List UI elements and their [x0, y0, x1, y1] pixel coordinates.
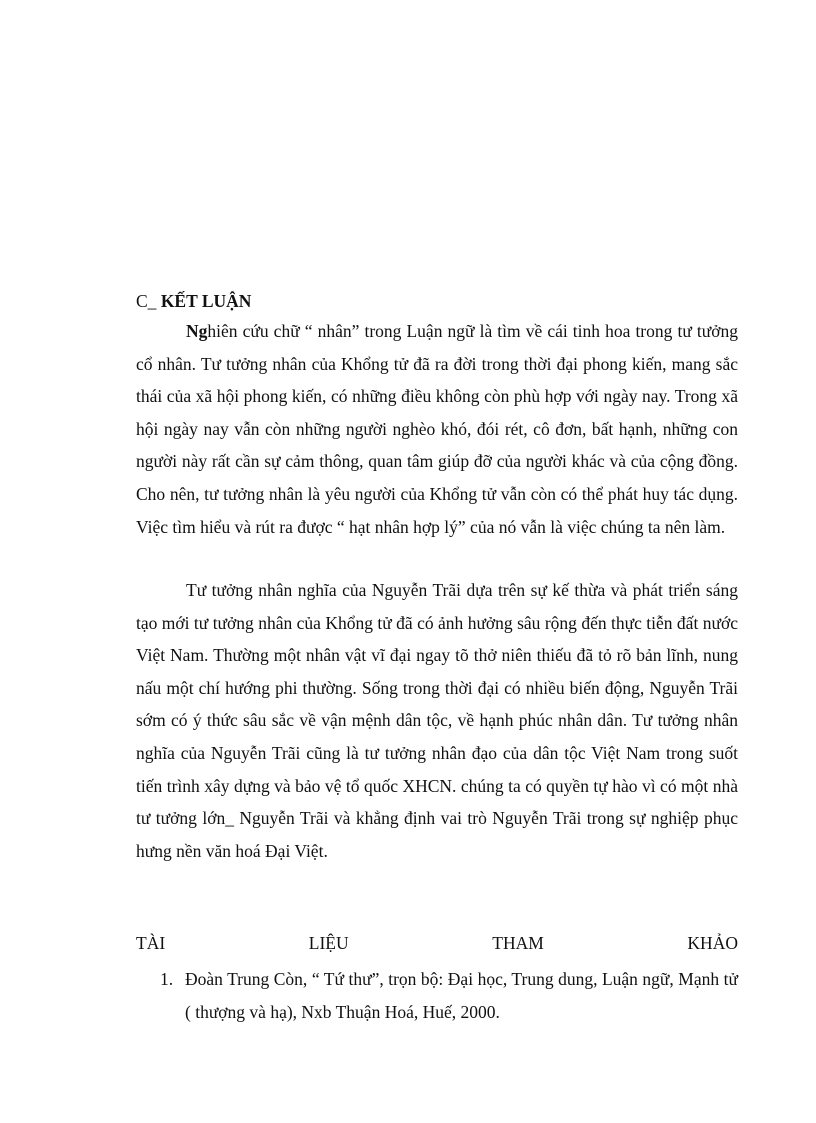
references-heading-word: KHẢO	[687, 933, 738, 953]
paragraph-text: hiên cứu chữ “ nhân” trong Luận ngữ là tìm về cái tinh hoa trong tư tưởng cổ nhân. Tư tưởng nhân của Khổng tử đã ra đời trong thời đại phong kiến, mang sắc thái của xã hội phong kiến, có những điều không còn phù hợp với ngày nay. Trong xã hội ngày nay vẫn còn những người nghèo khó, đói rét, cô đơn, bất hạnh, những con người này rất cần sự cảm thông, quan tâm giúp đỡ của người khác và của cộng đồng. Cho nên, tư tưởng nhân là yêu người của Khổng tử vẫn còn có thể phát huy tác dụng. Việc tìm hiểu và rút ra được “ hạt nhân hợp lý” của nó vẫn là việc chúng ta nên làm.	[136, 321, 738, 537]
references-heading-word: TÀI	[136, 933, 166, 953]
paragraph-conclusion-2	[136, 574, 738, 867]
paragraph-text: Tư tưởng nhân nghĩa của Nguyễn Trãi dựa trên sự kế thừa và phát triển sáng tạo mới tư tưởng nhân của Khổng tử đã có ảnh hưởng sâu rộng đến thực tiễn đất nước Việt Nam. Thường một nhân vật vĩ đại ngay tõ thở niên thiếu đã tỏ rõ bản lĩnh, nung nấu một chí hướng phi thường. Sống trong thời đại có nhiều biến động, Nguyễn Trãi sớm có ý thức sâu sắc về vận mệnh dân tộc, về hạnh phúc nhân dân. Tư tưởng nhân nghĩa của Nguyễn Trãi cũng là tư tưởng nhân đạo của dân tộc Việt Nam trong suốt tiến trình xây dựng và bảo vệ tổ quốc XHCN. chúng ta có quyền tự hào vì có một nhà tư tưởng lớn_ Nguyễn Trãi và khẳng định vai trò Nguyễn Trãi trong sự nghiệp phục hưng nền văn hoá Đại Việt.	[136, 580, 738, 861]
paragraph-lead-bold: Ng	[186, 321, 208, 341]
paragraph-conclusion-1	[136, 315, 738, 543]
references-heading-word: LIỆU	[308, 933, 349, 953]
section-heading	[136, 289, 251, 313]
references-heading-word: THAM	[492, 933, 544, 953]
reference-text: Đoàn Trung Còn, “ Tứ thư”, trọn bộ: Đại học, Trung dung, Luận ngữ, Mạnh tử ( thượng và hạ), Nxb Thuận Hoá, Huế, 2000.	[185, 969, 738, 1022]
section-prefix: C_	[136, 291, 161, 311]
reference-item	[160, 963, 738, 1028]
reference-number: 1.	[160, 969, 174, 989]
references-heading	[136, 930, 738, 956]
section-title: KẾT LUẬN	[160, 291, 252, 311]
reference-list	[160, 963, 738, 1028]
